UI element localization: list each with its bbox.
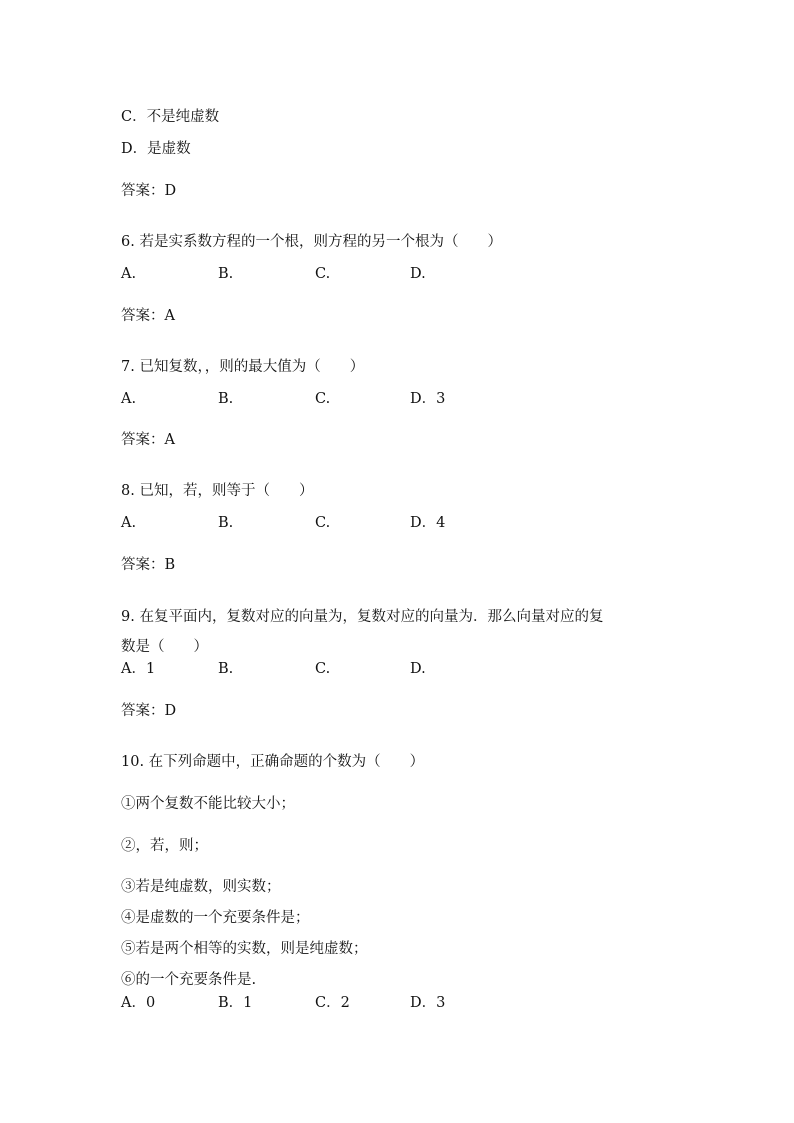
q10-option-b: B．1 — [218, 995, 253, 1011]
q5-option-d: D．是虚数 — [121, 141, 191, 157]
q5-option-c: C．不是纯虚数 — [121, 109, 220, 125]
q9-answer: 答案：D — [121, 703, 177, 719]
q8-option-c: C. — [315, 515, 331, 531]
q9-stem-line1: 9. 在复平面内，复数对应的向量为，复数对应的向量为．那么向量对应的复 — [121, 609, 604, 625]
q6-option-b: B. — [218, 266, 234, 282]
q7-option-b: B. — [218, 391, 234, 407]
q10-statement-6: ⑥的一个充要条件是. — [121, 972, 257, 988]
q10-option-a: A．0 — [121, 995, 156, 1011]
q5-answer: 答案：D — [121, 183, 177, 199]
q7-stem: 7. 已知复数，，则的最大值为（ ） — [121, 359, 365, 375]
q6-stem: 6. 若是实系数方程的一个根，则方程的另一个根为（ ） — [121, 234, 502, 250]
q8-stem: 8. 已知，若，则等于（ ） — [121, 483, 314, 499]
q10-statement-5: ⑤若是两个相等的实数，则是纯虚数； — [121, 941, 368, 957]
q9-option-a: A．1 — [121, 661, 156, 677]
q8-option-a: A. — [121, 515, 137, 531]
q8-option-d: D．4 — [410, 515, 446, 531]
q9-stem-line2: 数是（ ） — [121, 639, 208, 655]
q10-statement-3: ③若是纯虚数，则实数； — [121, 879, 281, 895]
q10-stem: 10. 在下列命题中，正确命题的个数为（ ） — [121, 754, 425, 770]
q10-statement-2: ②，若，则； — [121, 838, 208, 854]
q6-option-a: A. — [121, 266, 137, 282]
q9-option-c: C. — [315, 661, 331, 677]
q10-option-d: D．3 — [410, 995, 446, 1011]
q7-option-d: D．3 — [410, 391, 446, 407]
q7-option-a: A. — [121, 391, 137, 407]
q10-statement-4: ④是虚数的一个充要条件是； — [121, 910, 310, 926]
q9-option-b: B. — [218, 661, 234, 677]
q8-option-b: B. — [218, 515, 234, 531]
q10-statement-1: ①两个复数不能比较大小； — [121, 796, 295, 812]
q8-answer: 答案：B — [121, 557, 176, 573]
q6-option-c: C. — [315, 266, 331, 282]
q7-option-c: C. — [315, 391, 331, 407]
q9-option-d: D. — [410, 661, 426, 677]
q6-option-d: D. — [410, 266, 426, 282]
q10-option-c: C．2 — [315, 995, 350, 1011]
q7-answer: 答案：A — [121, 432, 175, 448]
q6-answer: 答案：A — [121, 308, 175, 324]
